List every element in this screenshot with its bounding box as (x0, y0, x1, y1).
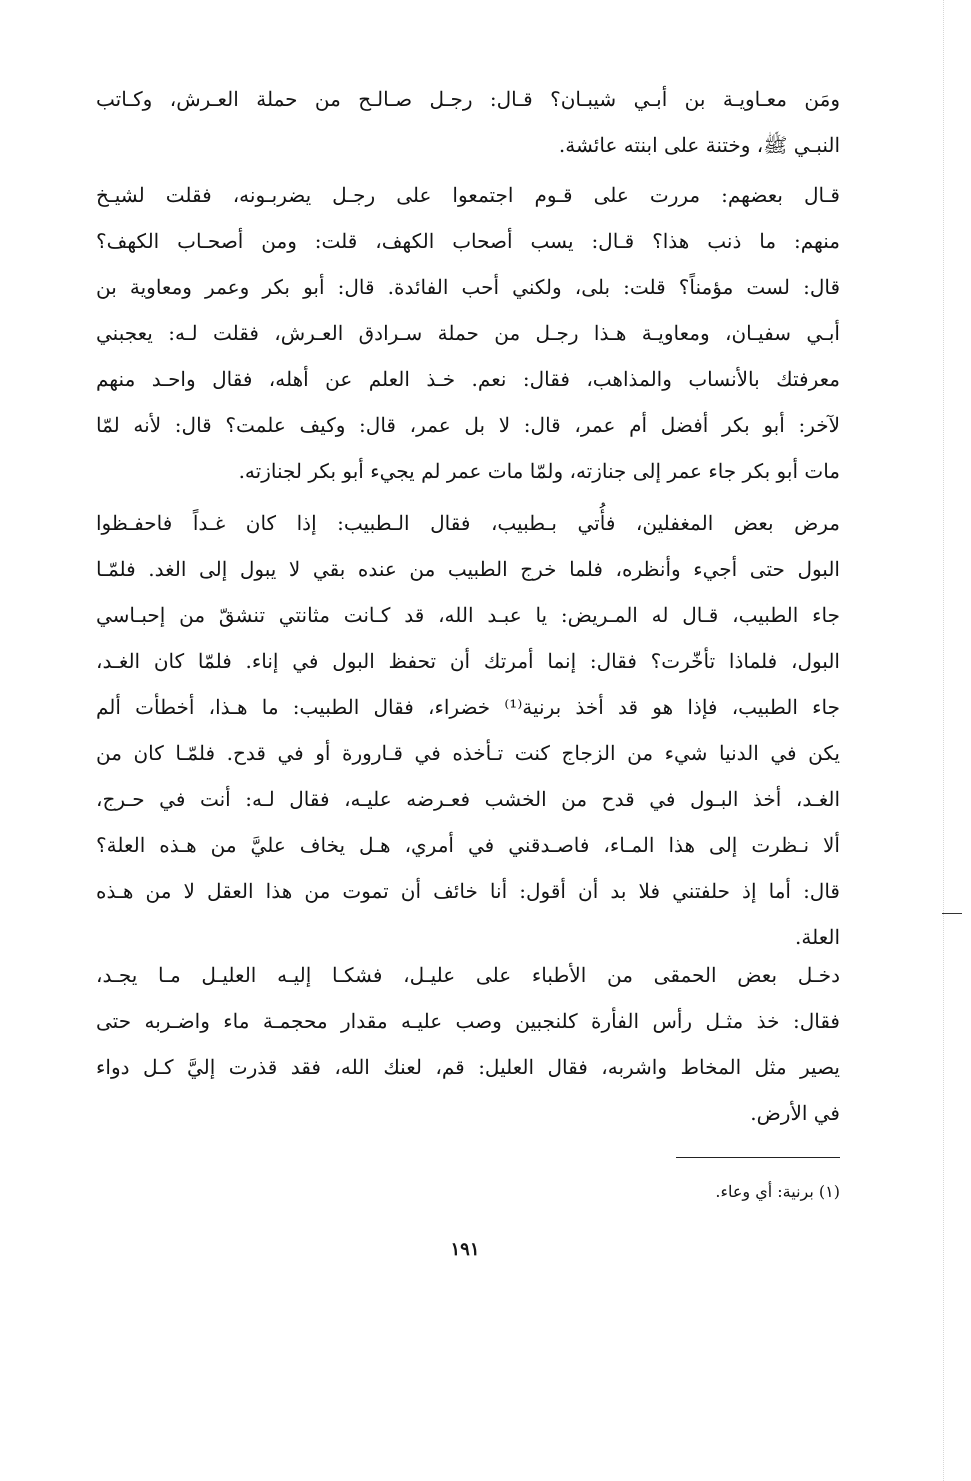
page-edge-mark (942, 913, 962, 914)
text-line: البول، فلماذا تأخّرت؟ فقال: إنما أمرتك أن تحفظ البول في إناء. فلمّا كان الغـد، (96, 649, 840, 673)
text-line: ألا نـظرت إلى هذا المـاء، فاصـدقني في أمري، هـل يخاف عليَّ من هـذه العلة؟ (96, 833, 840, 857)
text-line: الغـد، أخذ البـول في قدح من الخشب فعـرضه عليـه، فقال لـه: أنت في حـرج، (96, 787, 840, 811)
text-line: مات أبو بكر جاء عمر إلى جنازته، ولمّا مات عمر لم يجيء أبو بكر لجنازته. (238, 459, 840, 483)
text-line: جاء الطبيب، فإذا هو قد أخذ برنية⁽¹⁾ خضراء، فقال الطبيب: ما هـذا، أخطأت ألم (96, 695, 840, 719)
text-line: قال: لست مؤمناً؟ قلت: بلى، ولكني أحب الفائدة. قال: أبو بكر وعمر ومعاوية بن (96, 275, 840, 299)
text-line: معرفتك بالأنساب والمذاهب، فقال: نعم. خـذ العلم عن أهله، فقال واحـد منهم (96, 367, 840, 391)
paragraph-1 (96, 76, 840, 168)
text-line: مرض بعض المغفلين، فأُتي بـطبيب، فقال الـطبيب: إذا كان غـداً فاحفـظوا (96, 511, 840, 535)
text-line: ومَن معـاويـة بن أبـي شيبـان؟ قـال: رجـل صـالـح من حملة العـرش، وكـاتب (96, 87, 840, 111)
text-line: يصير مثل المخاط واشربه، فقال العليل: قم، لعنك الله، فقد قذرت إليَّ كـل دواء (96, 1055, 840, 1079)
text-line: قال: أما إذ حلفتني فلا بد أن أقول: أنا خائف أن تموت من هذا العقل لا من هـذه (96, 879, 840, 903)
text-line: جاء الطبيب، قـال له المـريض: يا عبـد الله، قد كـانت مثانتي تنشقّ من إحبـاسي (96, 603, 840, 627)
text-line: منهم: ما ذنب هذا؟ قـال: يسب أصحاب الكهف، قلت: ومن أصحـاب الكهف؟ (96, 229, 840, 253)
text-line: النبـي ﷺ، وختنة على ابنته عائشة. (558, 133, 840, 157)
footnote-separator (676, 1157, 840, 1158)
text-line: قـال بعضهم: مررت على قـوم اجتمعوا على رجـل يضربـونه، فقلت لشيـخ (96, 183, 840, 207)
paragraph-4 (96, 952, 840, 1136)
page-edge-line (943, 0, 944, 1481)
text-line: دخـل بعض الحمقى من الأطباء على عليـل، فشكـا إليـه العليـل مـا يجـد، (96, 963, 840, 987)
text-line: في الأرض. (750, 1101, 840, 1125)
text-line: أبـي سفيـان، ومعاويـة هـذا رجـل من حملة سـرادق العـرش، فقلت لـه: يعجبني (96, 321, 840, 345)
paragraph-2 (96, 172, 840, 494)
text-line: العلة. (795, 925, 840, 949)
text-line: فقال: خذ مثـل رأس الفأرة كلنجبين وصب عليـه مقدار محجمـة ماء واضـربه حتى (96, 1009, 840, 1033)
paragraph-3 (96, 500, 840, 960)
text-line: البول حتى أجيء وأنظره، فلما خرج الطبيب من عنده بقي لا يبول إلى الغد. فلمّـا (96, 557, 840, 581)
page-number: ١٩١ (450, 1239, 480, 1260)
text-line: يكن في الدنيا شيء من الزجاج كنت تـأخذه في قـارورة أو في قدح. فلمّـا كان من (96, 741, 840, 765)
text-line: لآخر: أبو بكر أفضل أم عمر، قال: لا بل عمر، قال: وكيف علمت؟ قال: لأنه لمّا (96, 413, 840, 437)
footnote: (١) برنية: أي وعاء. (715, 1182, 840, 1201)
